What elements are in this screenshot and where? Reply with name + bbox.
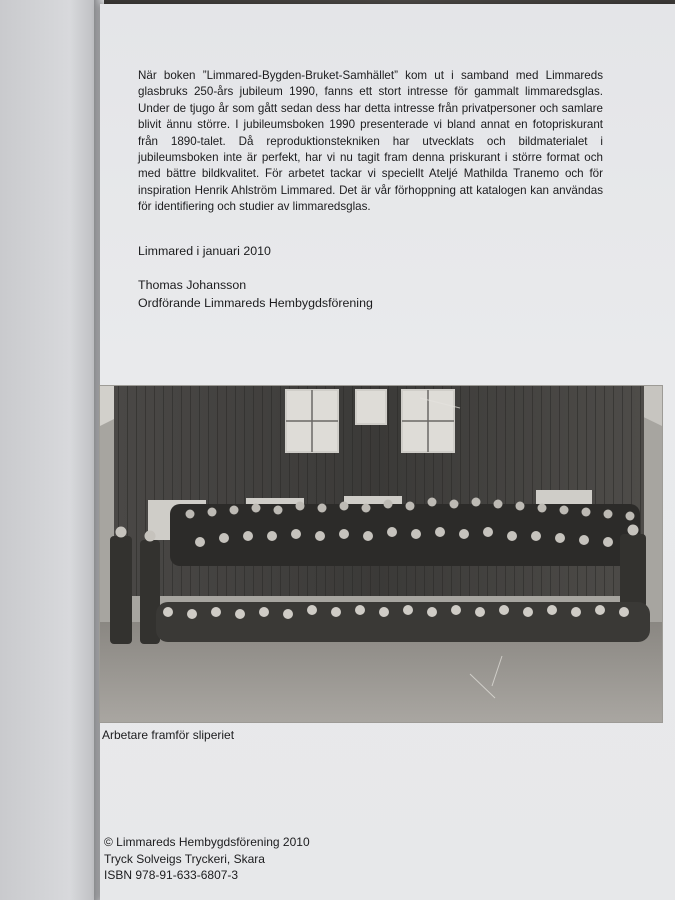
left-page-edge bbox=[0, 0, 100, 900]
intro-paragraph: När boken ”Limmared-Bygden-Bruket-Samhället” kom ut i samband med Limmareds glasbruks 250-års jubileum 1990, fanns ett stort intresse för gammalt limmaredsglas. Under de tjugo år som gått sedan dess har detta intresse från privatpersoner och samlare blivit ännu större. I jubileumsboken 1990 presenterade vi bland annat en fotopriskurant från 1890-talet. Då reproduktionstekniken har utvecklats och bildmaterialet i jubileumsboken inte är perfekt, har vi nu tagit fram denna priskurant i större format och med bättre bildkvalitet. För arbetet tackar vi speciellt Ateljé Mathilda Tranemo och för inspiration Henrik Ahlström Limmared. Det är vår förhoppning att katalogen kan användas för identifiering och studier av limmaredsglas. bbox=[138, 69, 603, 214]
place-date: Limmared i januari 2010 bbox=[138, 244, 271, 258]
signer-role: Ordförande Limmareds Hembygdsförening bbox=[138, 296, 373, 310]
colophon bbox=[104, 834, 310, 884]
historical-group-photo bbox=[100, 386, 662, 722]
book-page bbox=[100, 4, 675, 900]
copyright-line: © Limmareds Hembygdsförening 2010 bbox=[104, 835, 310, 849]
isbn-line: ISBN 978-91-633-6807-3 bbox=[104, 868, 239, 882]
photo-illustration bbox=[100, 386, 662, 722]
crowd-back-rows bbox=[170, 504, 640, 566]
photo-caption: Arbetare framför sliperiet bbox=[102, 728, 235, 742]
signer-name: Thomas Johansson bbox=[138, 278, 247, 292]
printer-line: Tryck Solveigs Tryckeri, Skara bbox=[104, 851, 265, 866]
